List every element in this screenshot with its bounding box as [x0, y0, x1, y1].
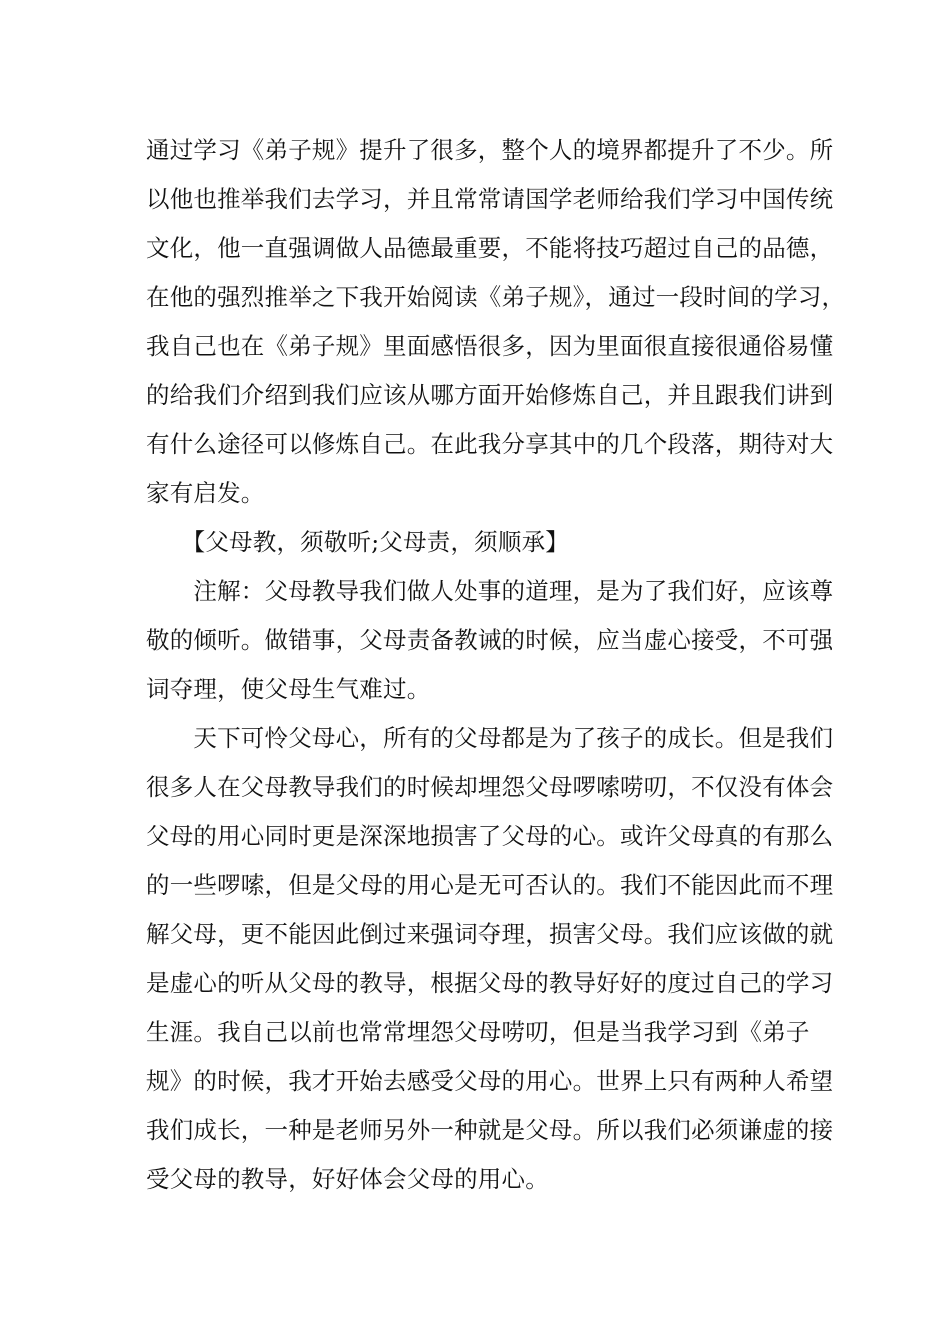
body-text-line: 文化，他一直强调做人品德最重要，不能将技巧超过自己的品德，: [146, 234, 834, 262]
body-text-line: 通过学习《弟子规》提升了很多，整个人的境界都提升了不少。所: [146, 136, 834, 164]
annotation-line: 词夺理，使父母生气难过。: [146, 675, 431, 703]
body-text-line: 是虚心的听从父母的教导，根据父母的教导好好的度过自己的学习: [146, 969, 834, 997]
body-text-line: 父母的用心同时更是深深地损害了父母的心。或许父母真的有那么: [146, 822, 834, 850]
body-text-line: 我们成长，一种是老师另外一种就是父母。所以我们必须谦虚的接: [146, 1116, 834, 1144]
body-text-line: 有什么途径可以修炼自己。在此我分享其中的几个段落，期待对大: [146, 430, 834, 458]
body-text-line: 天下可怜父母心，所有的父母都是为了孩子的成长。但是我们: [146, 724, 834, 752]
body-text-line: 很多人在父母教导我们的时候却埋怨父母啰嗦唠叨，不仅没有体会: [146, 773, 834, 801]
body-text-line: 受父母的教导，好好体会父母的用心。: [146, 1165, 549, 1193]
body-text-line: 解父母，更不能因此倒过来强词夺理，损害父母。我们应该做的就: [146, 920, 834, 948]
body-text-line: 生涯。我自己以前也常常埋怨父母唠叨，但是当我学习到《弟子: [146, 1018, 810, 1046]
body-text-line: 的给我们介绍到我们应该从哪方面开始修炼自己，并且跟我们讲到: [146, 381, 834, 409]
annotation-line: 敬的倾听。做错事，父母责备教诫的时候，应当虚心接受，不可强: [146, 626, 834, 654]
document-body: [146, 126, 846, 1204]
body-text-line: 我自己也在《弟子规》里面感悟很多，因为里面很直接很通俗易懂: [146, 332, 834, 360]
body-text-line: 家有启发。: [146, 479, 265, 507]
body-text-line: 以他也推举我们去学习，并且常常请国学老师给我们学习中国传统: [146, 185, 834, 213]
body-text-line: 在他的强烈推举之下我开始阅读《弟子规》，通过一段时间的学习，: [146, 283, 846, 311]
body-text-line: 规》的时候，我才开始去感受父母的用心。世界上只有两种人希望: [146, 1067, 834, 1095]
body-text-line: 的一些啰嗦，但是父母的用心是无可否认的。我们不能因此而不理: [146, 871, 834, 899]
section-heading: 【父母教，须敬听;父母责，须顺承】: [146, 528, 569, 556]
annotation-line: 注解：父母教导我们做人处事的道理，是为了我们好，应该尊: [146, 577, 834, 605]
